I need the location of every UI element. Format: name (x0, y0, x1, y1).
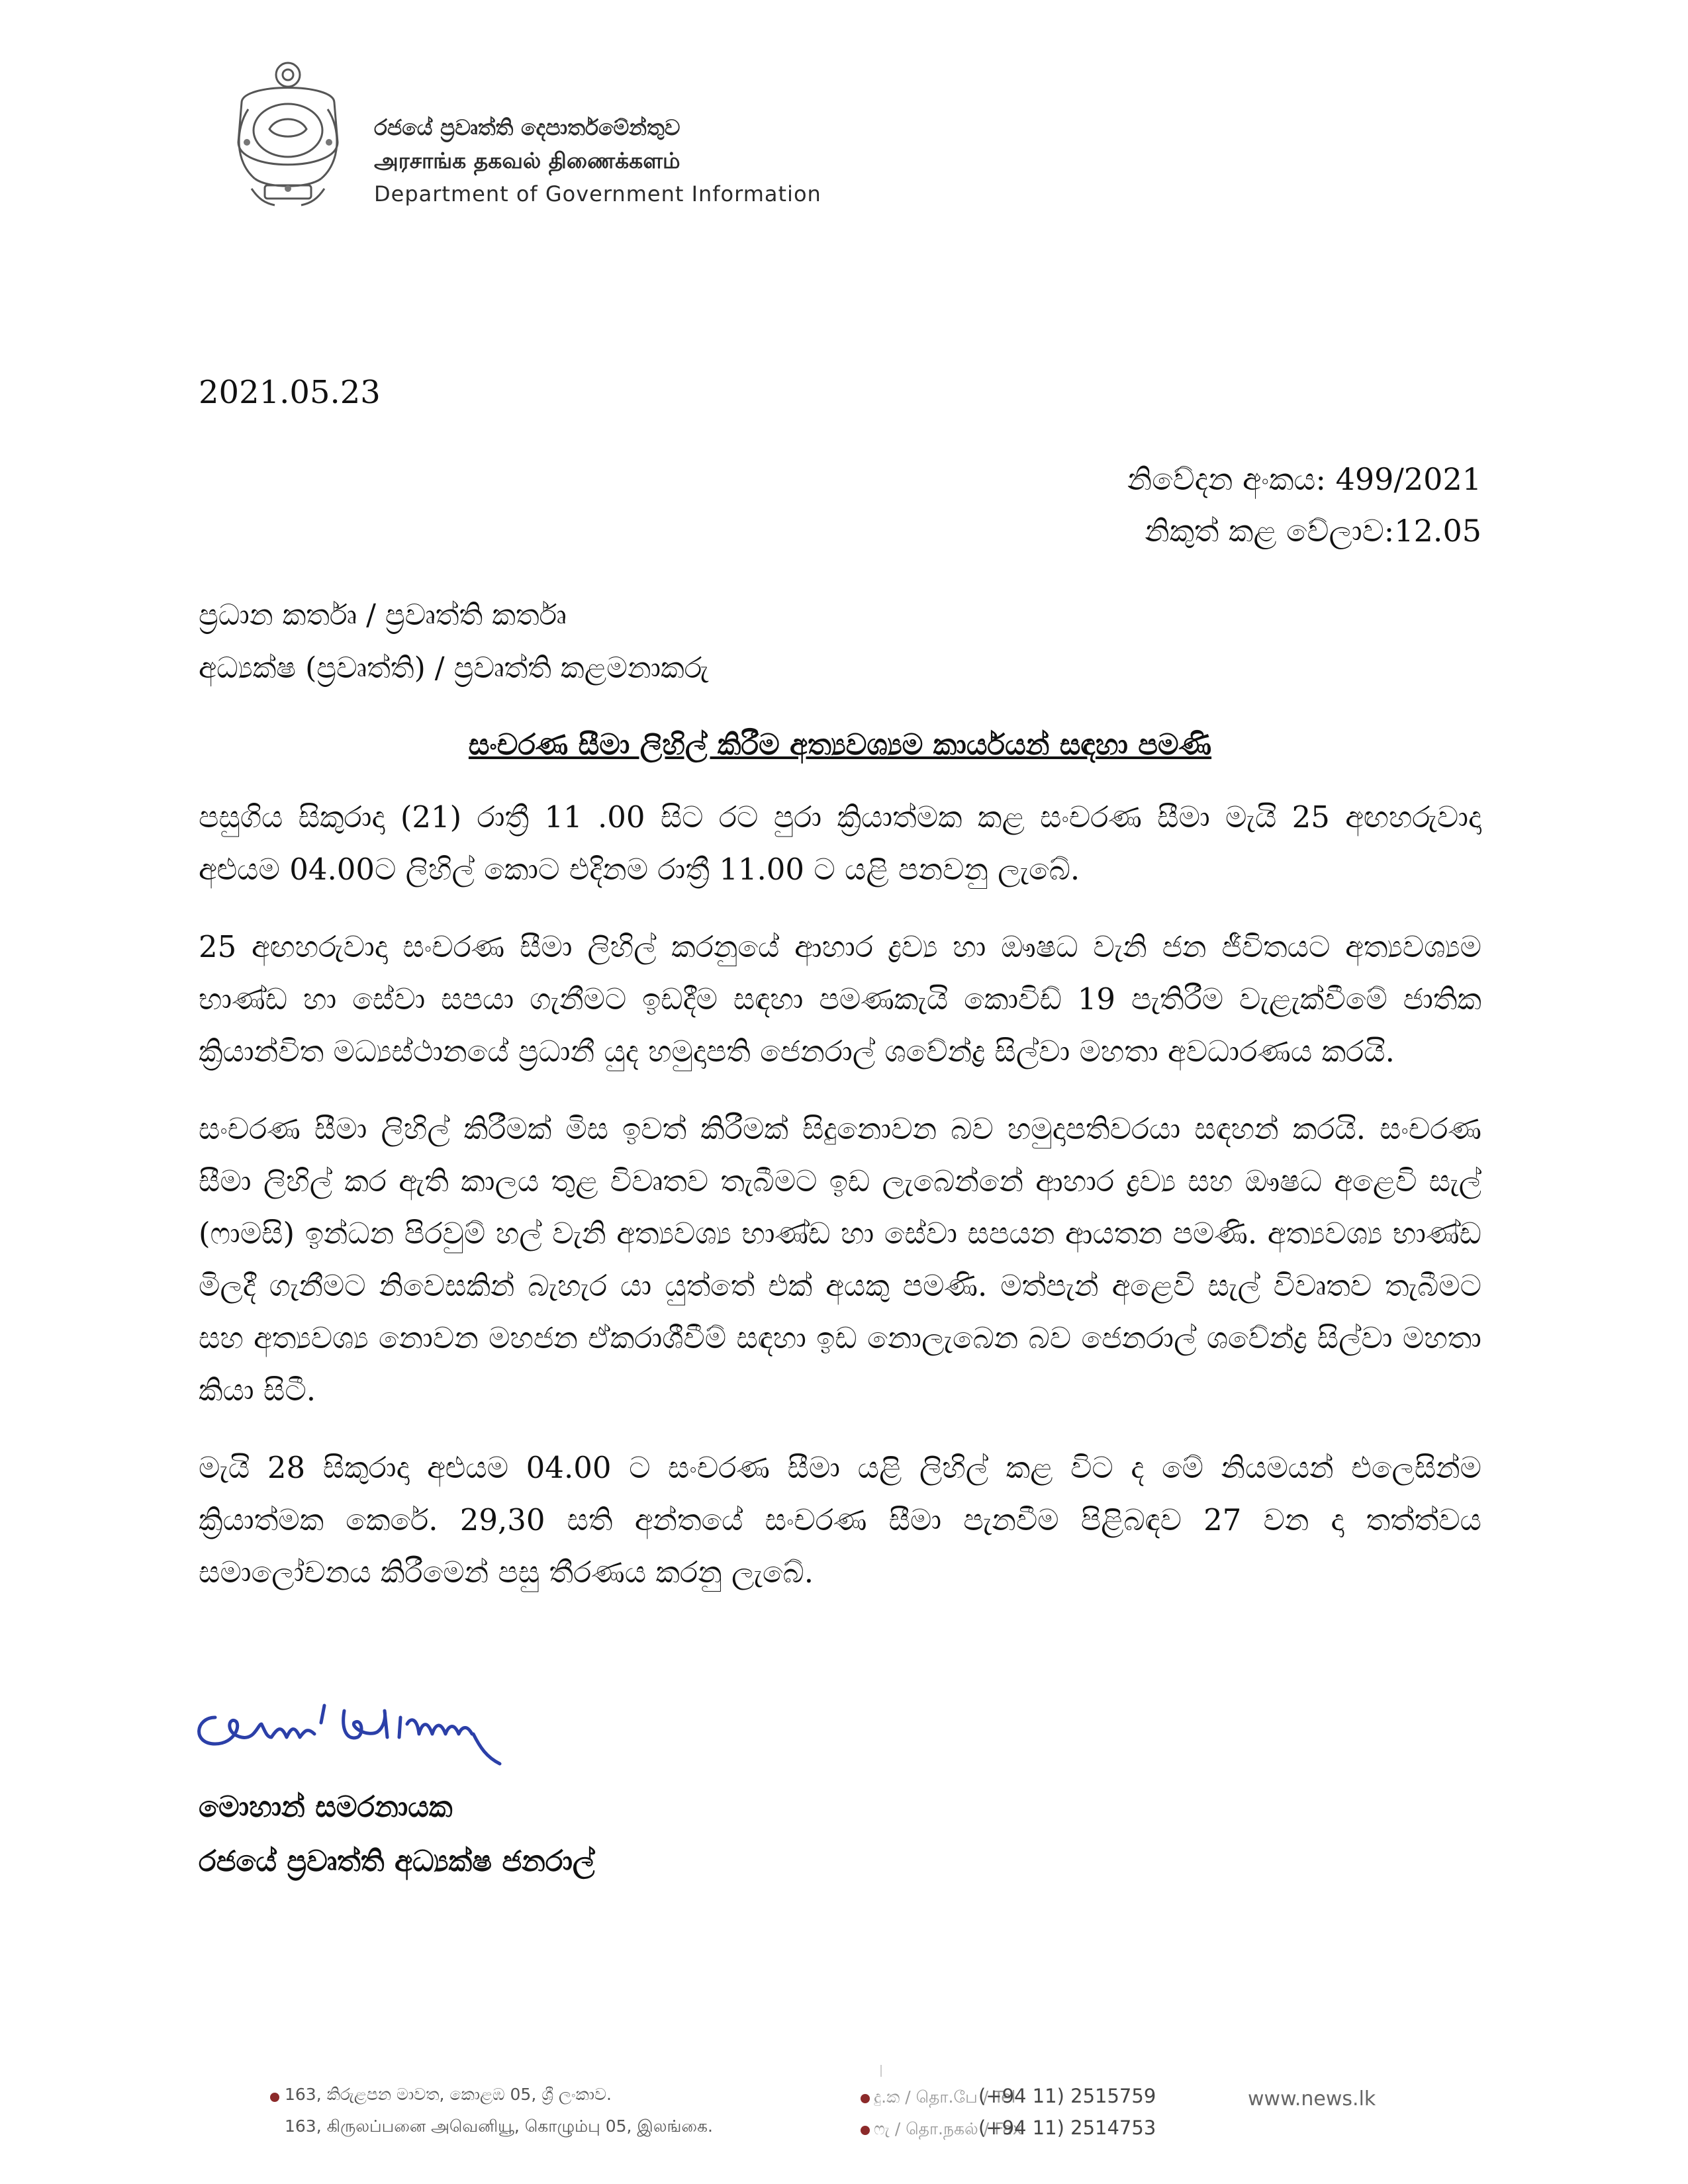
release-meta (1127, 453, 1481, 557)
footer-bullet-icon (270, 2093, 279, 2102)
document-body (199, 791, 1481, 1623)
fax-label: ෆැ / தொ.நகல் / Fax (874, 2119, 1023, 2138)
department-name-english: Department of Government Information (374, 181, 821, 206)
letterhead-footer (0, 2065, 1688, 2184)
release-time: නිකුත් කළ වේලාව:12.05 (1145, 513, 1481, 549)
document-subject: සංචරණ සීමා ලිහිල් කිරීම අත්‍යවශ්‍යම කාර්යයන් සඳහා පමණි (468, 728, 1212, 762)
handwritten-signature-icon (189, 1671, 626, 1784)
footer-phone (874, 2085, 1156, 2109)
body-paragraph-1: පසුගිය සිකුරාදා (21) රාත්‍රී 11 .00 සිට රට පුරා ක්‍රියාත්මක කළ සංචරණ සීමා මැයි 25 අඟහරුවාදා අළුයම 04.00ට ලිහිල් කොට එදිනම රාත්‍රී 11.00 ට යළි පනවනු ලැබේ. (199, 799, 1481, 887)
recipient-line-2: අධ්‍යක්ෂ (ප්‍රවෘත්ති) / ප්‍රවෘත්ති කළමනාකරු (199, 651, 709, 685)
footer-fax (874, 2116, 1156, 2141)
department-name-tamil: அரசாங்க தகவல் திணைக்களம் (374, 148, 680, 173)
signer-title: රජයේ ප්‍රවෘත්ති අධ්‍යක්ෂ ජනරාල් (199, 1844, 595, 1878)
signer-name: මොහාන් සමරනායක (199, 1790, 453, 1824)
footer-address-sinhala: 163, කිරුළපන මාවත, කොළඹ 05, ශ්‍රී ලංකාව. (285, 2085, 612, 2104)
recipient-line-1: ප්‍රධාන කර්තෘ / ප්‍රවෘත්ති කර්තෘ (199, 598, 567, 632)
recipients-block (199, 589, 709, 695)
fax-number: (+94 11) 2514753 (978, 2116, 1156, 2139)
footer-divider (880, 2065, 882, 2077)
phone-label: දු.ක / தொ.பே / Tel (874, 2087, 1016, 2107)
phone-icon (861, 2094, 870, 2103)
fax-icon (861, 2126, 870, 2135)
signer-block (199, 1780, 595, 1889)
release-number: නිවේදන අංකය: 499/2021 (1127, 461, 1481, 497)
body-paragraph-3: සංචරණ සීමා ලිහිල් කිරීමක් මිස ඉවත් කිරීමක් සිදුනොවන බව හමුදාපතිවරයා සඳහන් කරයි. සංචරණ සීමා ලිහිල් කර ඇති කාලය තුළ විවෘතව තැබීමට ඉඩ ලැබෙන්නේ ආහාර ද්‍රව්‍ය සහ ඖෂධ අළෙවි සැල් (ෆාමසි) ඉන්ධන පිරවුම් හල් වැනි අත්‍යවශ්‍ය භාණ්ඩ හා සේවා සපයන ආයතන පමණි. අත්‍යවශ්‍ය භාණ්ඩ මිලදී ගැනීමට නිවෙසකින් බැහැර යා යුත්තේ එක් අයකු පමණි. මත්පැන් අළෙවි සැල් විවෘතව තැබීමට සහ අත්‍යවශ්‍ය නොවන මහජන ඒකරාශීවීම් සඳහා ඉඩ නොලැබෙන බව ජෙනරාල් ශවේන්ද්‍ර සිල්වා මහතා කියා සිටී. (199, 1111, 1481, 1408)
body-paragraph-4: මැයි 28 සිකුරාදා අළුයම 04.00 ට සංචරණ සීමා යළි ලිහිල් කළ විට ද මේ නියමයන් එලෙසින්ම ක්‍රියාත්මක කෙරේ. 29,30 සති අන්තයේ සංචරණ සීමා පැනවීම පිළිබඳව 27 වන දා තත්ත්වය සමාලෝචනය කිරීමෙන් පසු තීරණය කරනු ලැබේ. (199, 1450, 1481, 1590)
department-name-block (374, 111, 904, 210)
footer-website-link[interactable]: www.news.lk (1248, 2087, 1376, 2111)
document-date: 2021.05.23 (199, 374, 381, 411)
body-paragraph-2: 25 අඟහරුවාදා සංචරණ සීමා ලිහිල් කරනුයේ ආහාර ද්‍රව්‍ය හා ඖෂධ වැනි ජන ජීවිතයට අත්‍යවශ්‍යම භාණ්ඩ හා සේවා සපයා ගැනීමට ඉඩදීම සඳහා පමණකැයි කොවිඩ් 19 පැතිරීම වැළැක්වීමේ ජාතික ක්‍රියාන්විත මධ්‍යස්ථානයේ ප්‍රධානී යුද හමුදාපති ජෙනරාල් ශවේන්ද්‍ර සිල්වා මහතා අවධාරණය කරයි. (199, 929, 1481, 1069)
sri-lanka-emblem-icon (228, 56, 348, 208)
phone-number: (+94 11) 2515759 (978, 2085, 1156, 2107)
footer-address-tamil: 163, கிருலப்பனை அவெனியூ, கொழும்பு 05, இலங்கை. (285, 2116, 713, 2136)
department-name-sinhala: රජයේ ප්‍රවෘත්ති දෙපාර්තමේන්තුව (374, 114, 680, 140)
